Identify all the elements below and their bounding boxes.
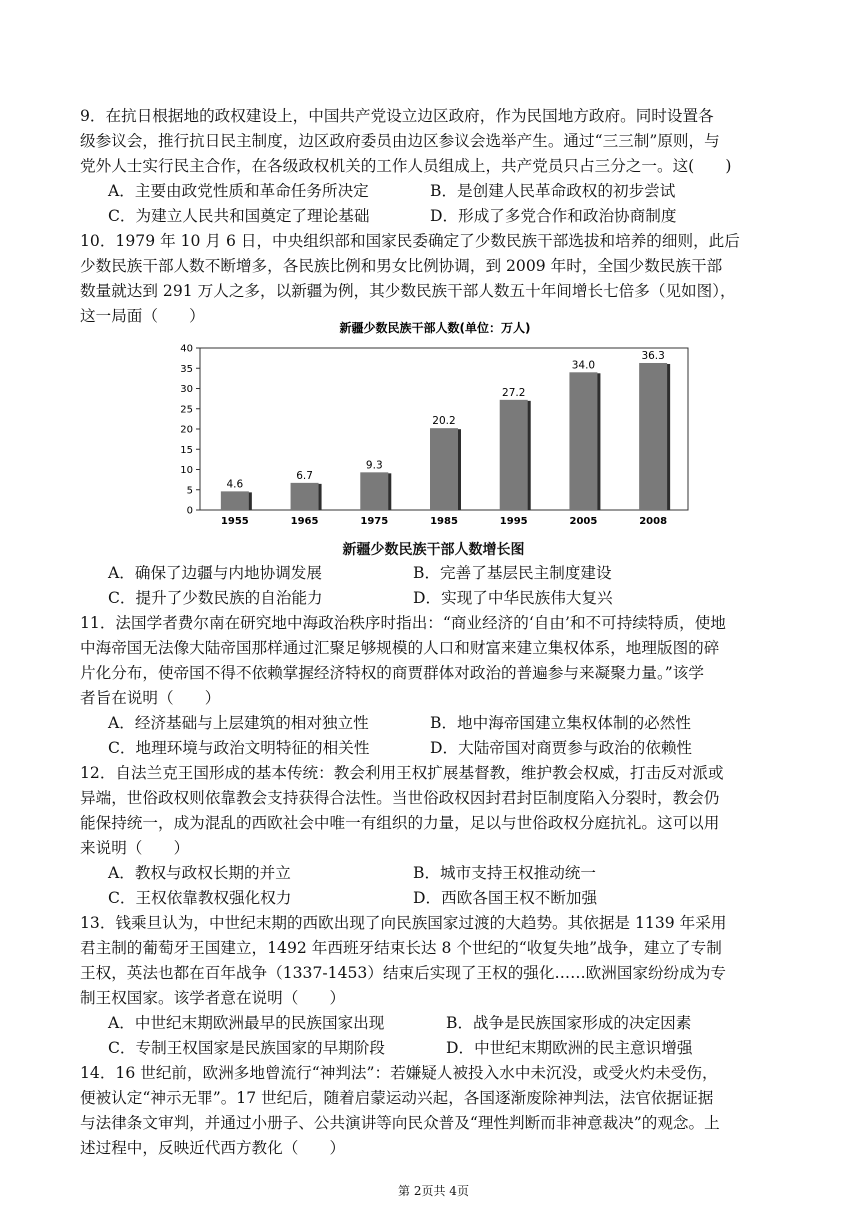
question-13-options — [108, 1011, 808, 1061]
y-tick-label: 0 — [186, 505, 193, 517]
option-a: A．经济基础与上层建筑的相对独立性 — [108, 714, 369, 732]
question-10-options — [108, 561, 808, 611]
question-12 — [80, 761, 800, 861]
question-13 — [80, 911, 800, 1011]
y-tick-label: 20 — [180, 424, 193, 436]
chart-title: 新疆少数民族干部人数(单位：万人) — [339, 321, 531, 335]
option-a: A．教权与政权长期的并立 — [108, 864, 291, 882]
question-line: 中海帝国无法像大陆帝国那样通过汇聚足够规模的人口和财富来建立集权体系，地理版图的碎 — [80, 639, 720, 657]
option-b: B．是创建人民革命政权的初步尝试 — [430, 182, 676, 200]
question-line: 12．自法兰克王国形成的基本传统：教会利用王权扩展基督教，维护教会权威，打击反对派或 — [80, 764, 724, 782]
question-line: 9．在抗日根据地的政权建设上，中国共产党设立边区政府，作为民国地方政府。同时设置各 — [80, 107, 714, 125]
question-9 — [80, 104, 800, 179]
y-tick-label: 5 — [186, 485, 193, 497]
question-line: 与法律条文审判，并通过小册子、公共演讲等向民众普及“理性判断而非神意裁决”的观念。上 — [80, 1114, 720, 1132]
question-line: 级参议会，推行抗日民主制度，边区政府委员由边区参议会选举产生。通过“三三制”原则，与 — [80, 132, 720, 150]
x-tick-label: 1975 — [360, 516, 389, 527]
y-tick-label: 10 — [180, 465, 193, 476]
bar-value-label: 27.2 — [502, 386, 526, 399]
y-tick-label: 35 — [180, 363, 193, 375]
question-line: 王权，英法也都在百年战争（1337-1453）结束后实现了王权的强化……欧洲国家纷纷成为专 — [80, 964, 727, 982]
x-tick-label: 1985 — [430, 516, 458, 527]
bar — [569, 372, 597, 510]
option-c: C．王权依靠教权强化权力 — [108, 889, 292, 907]
y-tick-label: 25 — [180, 404, 193, 416]
x-tick-label: 1995 — [499, 516, 528, 527]
x-tick-label: 2005 — [569, 516, 598, 527]
option-d: D．中世纪末期欧洲的民主意识增强 — [446, 1039, 693, 1057]
option-d: D．西欧各国王权不断加强 — [413, 889, 598, 907]
y-tick-label: 30 — [180, 384, 193, 395]
question-line: 来说明（ ） — [80, 839, 190, 857]
question-line: 14．16 世纪前，欧洲多地曾流行“神判法”：若嫌疑人被投入水中未沉没，或受火灼未受伤， — [80, 1064, 718, 1082]
x-tick-label: 2008 — [639, 516, 668, 527]
question-line: 这一局面（ ） — [80, 307, 205, 325]
option-d: D．形成了多党合作和政治协商制度 — [430, 207, 677, 225]
option-c: C．专制王权国家是民族国家的早期阶段 — [108, 1039, 386, 1057]
question-line: 党外人士实行民主合作，在各级政权机关的工作人员组成上，共产党员只占三分之一。这( ) — [80, 157, 732, 175]
question-11-options — [108, 711, 808, 761]
bar — [360, 472, 388, 510]
question-line: 者旨在说明（ ） — [80, 689, 221, 707]
bar-value-label: 6.7 — [296, 469, 313, 482]
page-footer: 第 2页共 4页 — [398, 1184, 469, 1198]
option-b: B．战争是民族国家形成的决定因素 — [446, 1014, 692, 1032]
bar — [639, 363, 667, 510]
bar — [500, 400, 528, 510]
question-9-options — [108, 179, 808, 229]
question-12-options — [108, 861, 808, 911]
question-line: 11．法国学者费尔南在研究地中海政治秩序时指出：“商业经济的‘自由’和不可持续特质，使地 — [80, 614, 726, 632]
option-d: D．实现了中华民族伟大复兴 — [413, 589, 613, 607]
bar-value-label: 9.3 — [365, 459, 383, 472]
option-a: A．中世纪末期欧洲最早的民族国家出现 — [108, 1014, 385, 1032]
question-line: 便被认定“神示无罪”。17 世纪后，随着启蒙运动兴起，各国逐渐废除神判法，法官依据证据 — [80, 1089, 714, 1107]
option-c: C．地理环境与政治文明特征的相关性 — [108, 739, 370, 757]
x-tick-label: 1955 — [220, 516, 249, 527]
option-d: D．大陆帝国对商贾参与政治的依赖性 — [430, 739, 693, 757]
question-line: 13．钱乘旦认为，中世纪末期的西欧出现了向民族国家过渡的大趋势。其依据是 1139 年采用 — [80, 914, 727, 932]
chart-caption: 新疆少数民族干部人数增长图 — [342, 542, 525, 558]
bar — [291, 483, 319, 510]
bar-value-label: 4.6 — [226, 478, 244, 491]
question-10 — [80, 229, 800, 329]
question-line: 10．1979 年 10 月 6 日，中央组织部和国家民委确定了少数民族干部选拔和培养的细则，此后 — [80, 232, 740, 250]
x-tick-label: 1965 — [290, 516, 319, 527]
bar-value-label: 34.0 — [571, 359, 596, 372]
question-line: 能保持统一，成为混乱的西欧社会中唯一有组织的力量，足以与世俗政权分庭抗礼。这可以用 — [80, 814, 720, 832]
option-a: A．确保了边疆与内地协调发展 — [108, 564, 322, 582]
y-tick-label: 40 — [180, 343, 193, 355]
question-line: 制王权国家。该学者意在说明（ ） — [80, 989, 346, 1007]
question-11 — [80, 611, 800, 711]
question-line: 片化分布，使帝国不得不依赖掌握经济特权的商贾群体对政治的普遍参与来凝聚力量。”该学 — [80, 664, 704, 682]
bar-value-label: 20.2 — [432, 415, 456, 428]
option-b: B．完善了基层民主制度建设 — [413, 564, 612, 582]
bar — [221, 491, 249, 510]
bar-chart — [170, 320, 700, 560]
question-14 — [80, 1061, 800, 1161]
y-tick-label: 15 — [180, 444, 193, 456]
question-line: 述过程中，反映近代西方教化（ ） — [80, 1139, 346, 1157]
question-line: 君主制的葡萄牙王国建立，1492 年西班牙结束长达 8 个世纪的“收复失地”战争，建立了专制 — [80, 939, 722, 957]
bar-value-label: 36.3 — [641, 349, 665, 362]
option-a: A．主要由政党性质和革命任务所决定 — [108, 182, 369, 200]
question-line: 异端，世俗政权则依靠教会支持获得合法性。当世俗政权因封君封臣制度陷入分裂时，教会仍 — [80, 789, 720, 807]
option-b: B．城市支持王权推动统一 — [413, 864, 596, 882]
question-line: 少数民族干部人数不断增多，各民族比例和男女比例协调，到 2009 年时，全国少数民族干部 — [80, 257, 723, 275]
bar-chart-svg — [170, 320, 700, 540]
option-c: C．提升了少数民族的自治能力 — [108, 589, 323, 607]
question-line: 数量就达到 291 万人之多，以新疆为例，其少数民族干部人数五十年间增长七倍多（见如图）， — [80, 282, 736, 300]
option-b: B．地中海帝国建立集权体制的必然性 — [430, 714, 691, 732]
bar — [430, 428, 458, 510]
option-c: C．为建立人民共和国奠定了理论基础 — [108, 207, 370, 225]
